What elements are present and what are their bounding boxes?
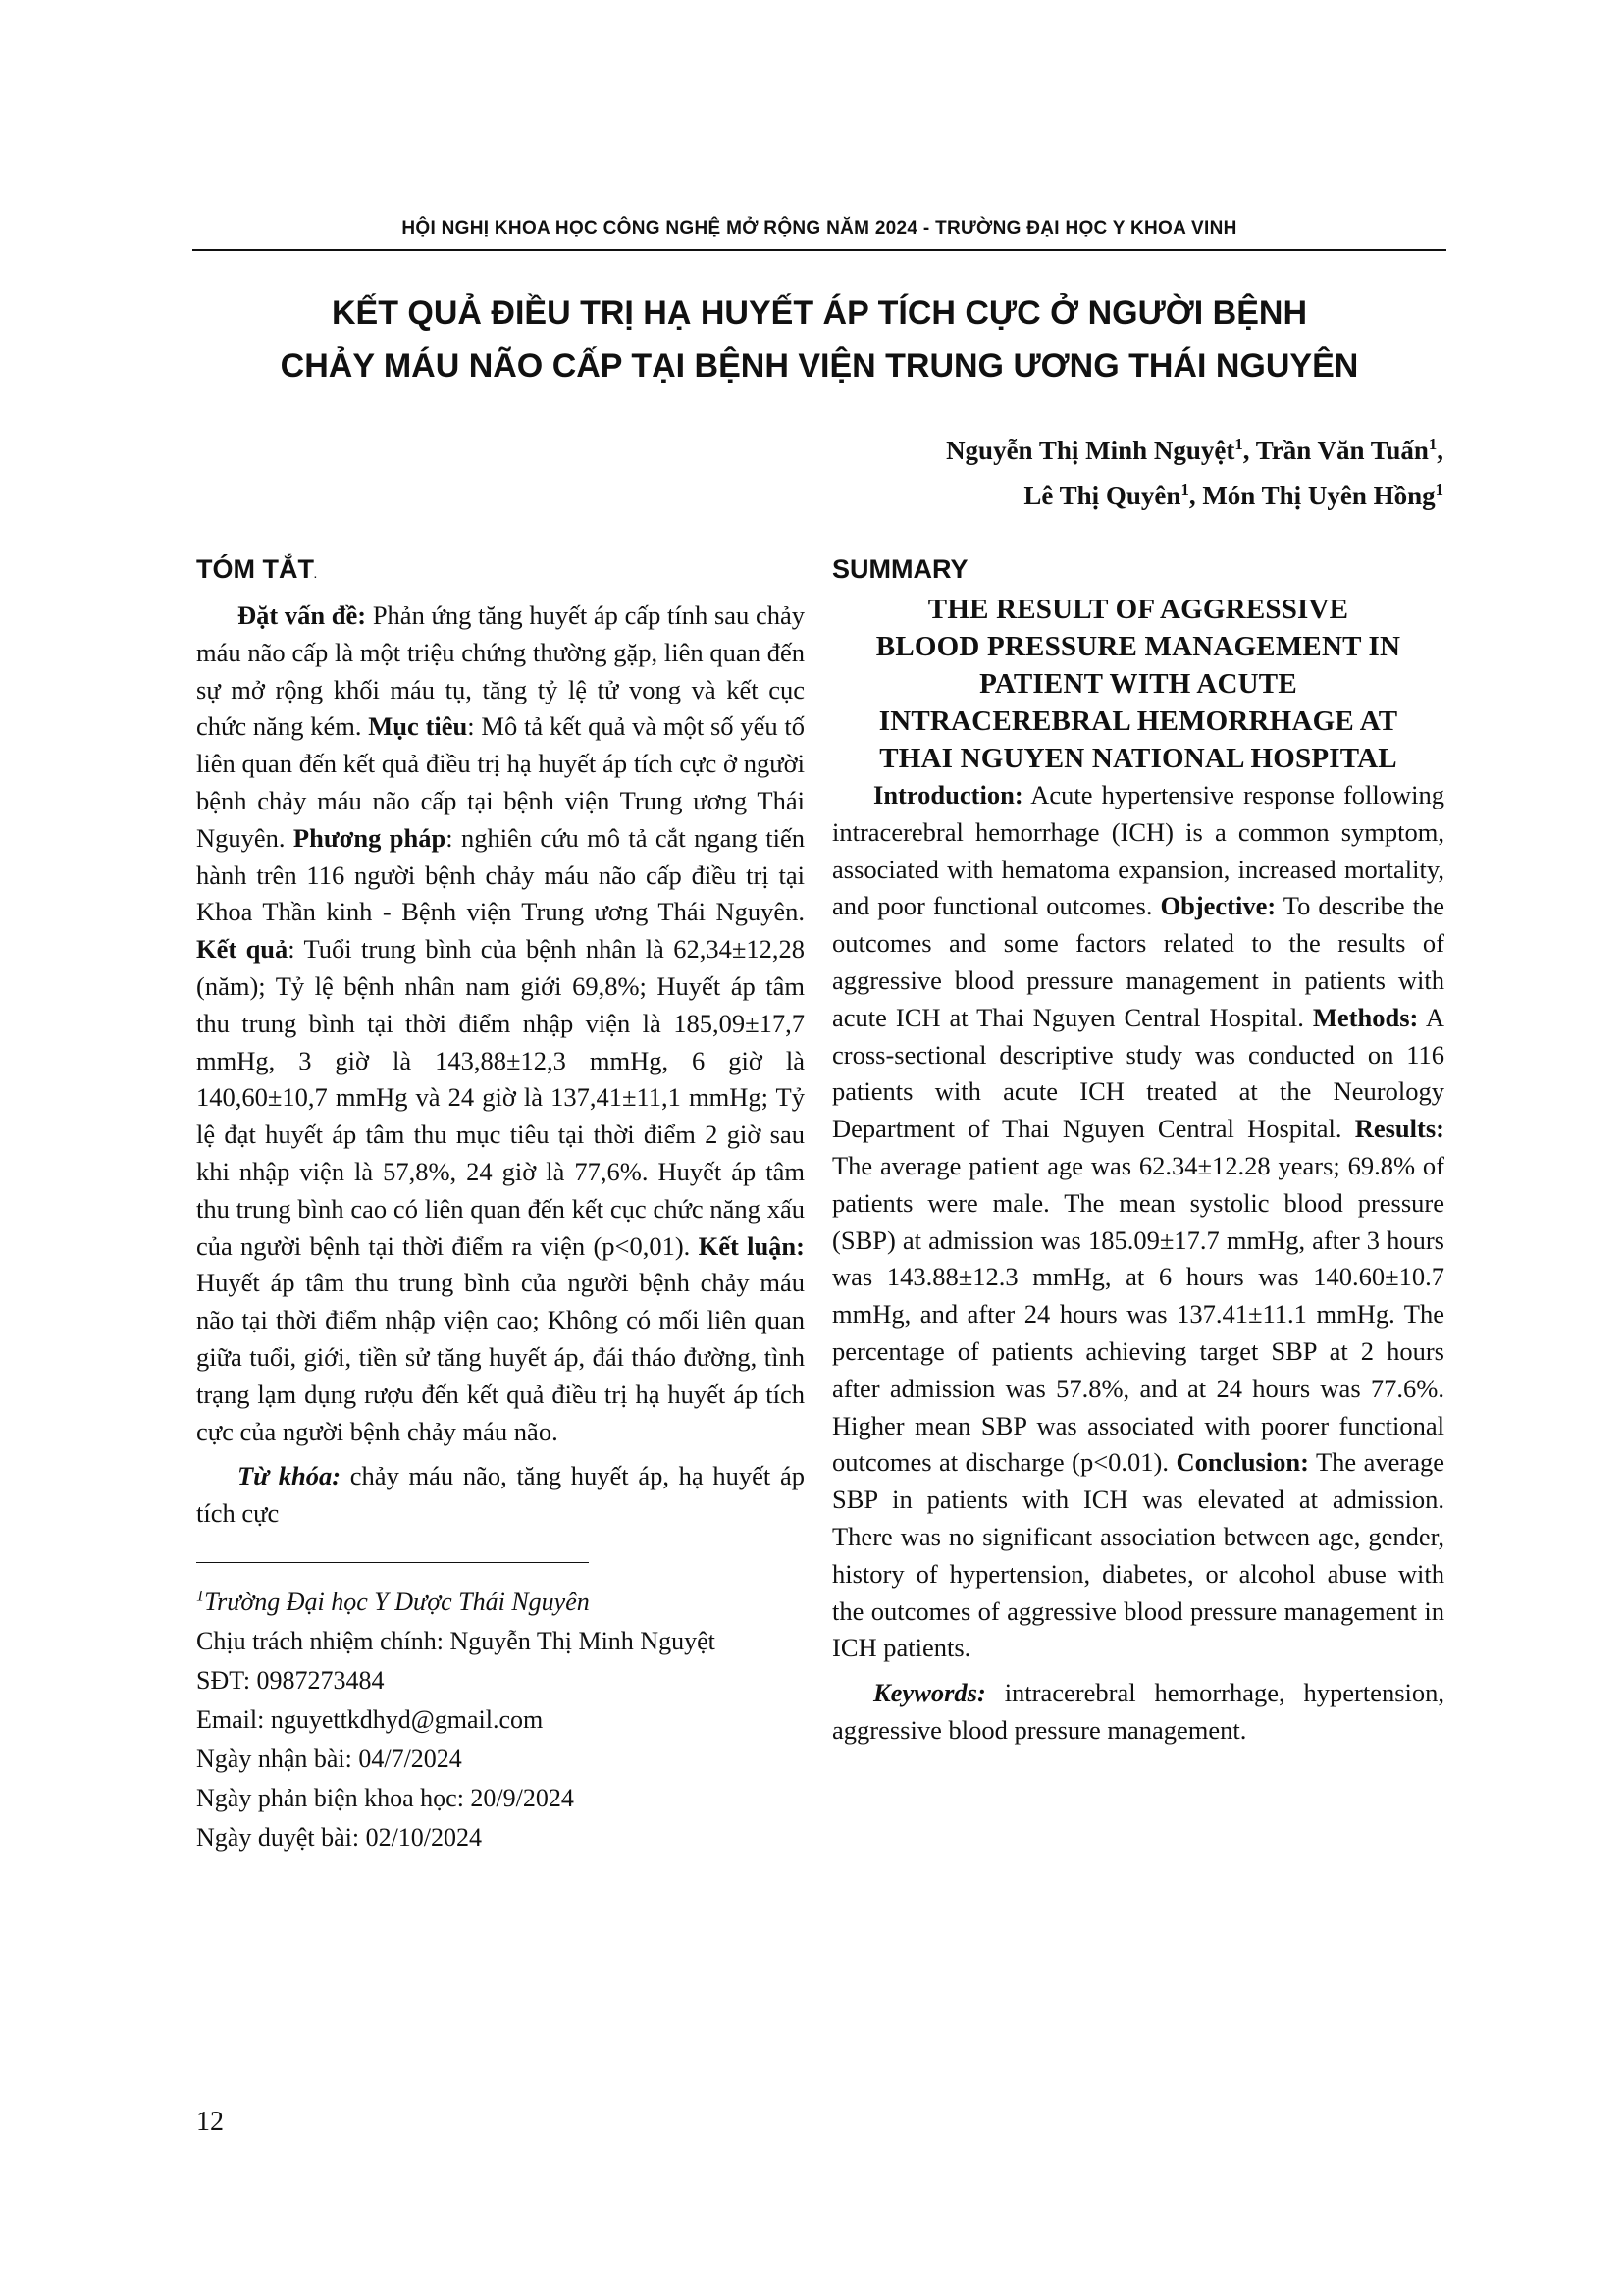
author-affiliation-mark: 1 bbox=[1428, 435, 1438, 453]
summary-heading: SUMMARY bbox=[832, 554, 969, 584]
keywords-paragraph: Từ khóa: chảy máu não, tăng huyết áp, hạ huyết áp tích cực bbox=[196, 1461, 805, 1529]
footnote-rule bbox=[196, 1562, 589, 1563]
author-affiliation-mark: 1 bbox=[1180, 480, 1189, 498]
corresponding-author: Chịu trách nhiệm chính: Nguyễn Thị Minh Nguyệt bbox=[196, 1626, 715, 1655]
english-title-line: INTRACEREBRAL HEMORRHAGE AT bbox=[878, 705, 1398, 737]
authors-line-2: Lê Thị Quyên$^1$, Món Thị Uyên Hồng$^1$ bbox=[1023, 480, 1443, 510]
date-received: Ngày nhận bài: 04/7/2024 bbox=[196, 1744, 462, 1773]
english-title-line: BLOOD PRESSURE MANAGEMENT IN bbox=[875, 631, 1401, 662]
english-title-line: THE RESULT OF AGGRESSIVE bbox=[927, 594, 1349, 625]
phone: SĐT: 0987273484 bbox=[196, 1665, 385, 1695]
abstract-heading: TÓM TẮT. bbox=[196, 554, 317, 584]
english-title-line: THAI NGUYEN NATIONAL HOSPITAL bbox=[879, 743, 1397, 774]
author-name: Trần Văn Tuấn bbox=[1255, 436, 1429, 465]
summary-paragraph: Introduction: Acute hypertensive response following intracerebral hemorrhage (ICH) is a common symptom, associated with hematoma expansion, increased mortality, and poor functional outcomes. Objective: To describe the outcomes and some factors related to the results of aggressive blood pressure management in patients with acute ICH at Thai Nguyen Central Hospital. Methods: A cross-sectional descriptive study was conducted on 116 patients with acute ICH treated at the Neurology Department of Thai Nguyen Central Hospital. Results: The average patient age was 62.34±12.28 years; 69.8% of patients were male. The mean systolic blood pressure (SBP) at admission was 185.09±17.7 mmHg, after 3 hours was 143.88±12.3 mmHg, at 6 hours was 140.60±10.7 mmHg, and after 24 hours was 137.41±11.1 mmHg. The percentage of patients achieving target SBP at 2 hours after admission was 57.8%, and at 24 hours was 77.6%. Higher mean SBP was associated with poorer functional outcomes at discharge (p<0.01). Conclusion: The average SBP in patients with ICH was elevated at admission. There was no significant association between age, gender, history of hypertension, diabetes, or alcohol abuse with the outcomes of aggressive blood pressure management in ICH patients. bbox=[832, 780, 1445, 1663]
running-header: HỘI NGHỊ KHOA HỌC CÔNG NGHỆ MỞ RỘNG NĂM 2024 - TRƯỜNG ĐẠI HỌC Y KHOA VINH bbox=[401, 218, 1237, 238]
vietnamese-abstract-column bbox=[196, 549, 805, 1857]
date-accepted: Ngày duyệt bài: 02/10/2024 bbox=[196, 1822, 483, 1852]
email: Email: nguyettkdhyd@gmail.com bbox=[196, 1704, 544, 1734]
author-affiliation-mark: 1 bbox=[1435, 480, 1443, 498]
page-number: 12 bbox=[196, 2107, 224, 2137]
article-title bbox=[192, 287, 1446, 392]
author-affiliation-mark: 1 bbox=[1234, 435, 1243, 453]
english-summary-column bbox=[832, 549, 1444, 1749]
title-line-2: CHẢY MÁU NÃO CẤP TẠI BỆNH VIỆN TRUNG ƯƠNG THÁI NGUYÊN bbox=[280, 347, 1359, 385]
affiliation: $^1$Trường Đại học Y Dược Thái Nguyên bbox=[196, 1587, 590, 1616]
abstract-paragraph: Đặt vấn đề: Phản ứng tăng huyết áp cấp tính sau chảy máu não cấp là một triệu chứng thường gặp, liên quan đến sự mở rộng khối máu tụ, tăng tỷ lệ tử vong và kết cục chức năng kém. Mục tiêu: Mô tả kết quả và một số yếu tố liên quan đến kết quả điều trị hạ huyết áp tích cực ở người bệnh chảy máu não cấp tại bệnh viện Trung ương Thái Nguyên. Phương pháp: nghiên cứu mô tả cắt ngang tiến hành trên 116 người bệnh chảy máu não cấp điều trị tại Khoa Thần kinh - Bệnh viện Trung ương Thái Nguyên. Kết quả: Tuổi trung bình của bệnh nhân là 62,34±12,28 (năm); Tỷ lệ bệnh nhân nam giới 69,8%; Huyết áp tâm thu trung bình tại thời điểm nhập viện là 185,09±17,7 mmHg, 3 giờ là 143,88±12,3 mmHg, 6 giờ là 140,60±10,7 mmHg và 24 giờ là 137,41±11,1 mmHg; Tỷ lệ đạt huyết áp tâm thu mục tiêu tại thời điểm 2 giờ sau khi nhập viện là 57,8%, 24 giờ là 77,6%. Huyết áp tâm thu trung bình cao có liên quan đến kết cục chức năng xấu của người bệnh tại thời điểm ra viện (p<0,01). Kết luận: Huyết áp tâm thu trung bình của người bệnh chảy máu não tại thời điểm nhập viện cao; Không có mối liên quan giữa tuổi, giới, tiền sử tăng huyết áp, đái tháo đường, tình trạng lạm dụng rượu đến kết quả điều trị hạ huyết áp tích cực của người bệnh chảy máu não. bbox=[196, 600, 805, 1446]
english-title bbox=[832, 591, 1444, 777]
author-name: Nguyễn Thị Minh Nguyệt bbox=[946, 436, 1235, 465]
title-line-1: KẾT QUẢ ĐIỀU TRỊ HẠ HUYẾT ÁP TÍCH CỰC Ở NGƯỜI BỆNH bbox=[331, 294, 1308, 332]
date-reviewed: Ngày phản biện khoa học: 20/9/2024 bbox=[196, 1783, 574, 1812]
english-title-line: PATIENT WITH ACUTE bbox=[979, 668, 1297, 700]
authors-line-1: Nguyễn Thị Minh Nguyệt$^1$, Trần Văn Tuấn$^1$, bbox=[946, 435, 1443, 465]
footnote-block bbox=[196, 1583, 805, 1857]
author-name: Lê Thị Quyên bbox=[1023, 481, 1181, 510]
header-rule bbox=[192, 249, 1446, 251]
author-name: Món Thị Uyên Hồng bbox=[1202, 481, 1436, 510]
author-list bbox=[946, 428, 1443, 518]
keywords-paragraph-en: Keywords: intracerebral hemorrhage, hypertension, aggressive blood pressure management. bbox=[832, 1678, 1444, 1745]
